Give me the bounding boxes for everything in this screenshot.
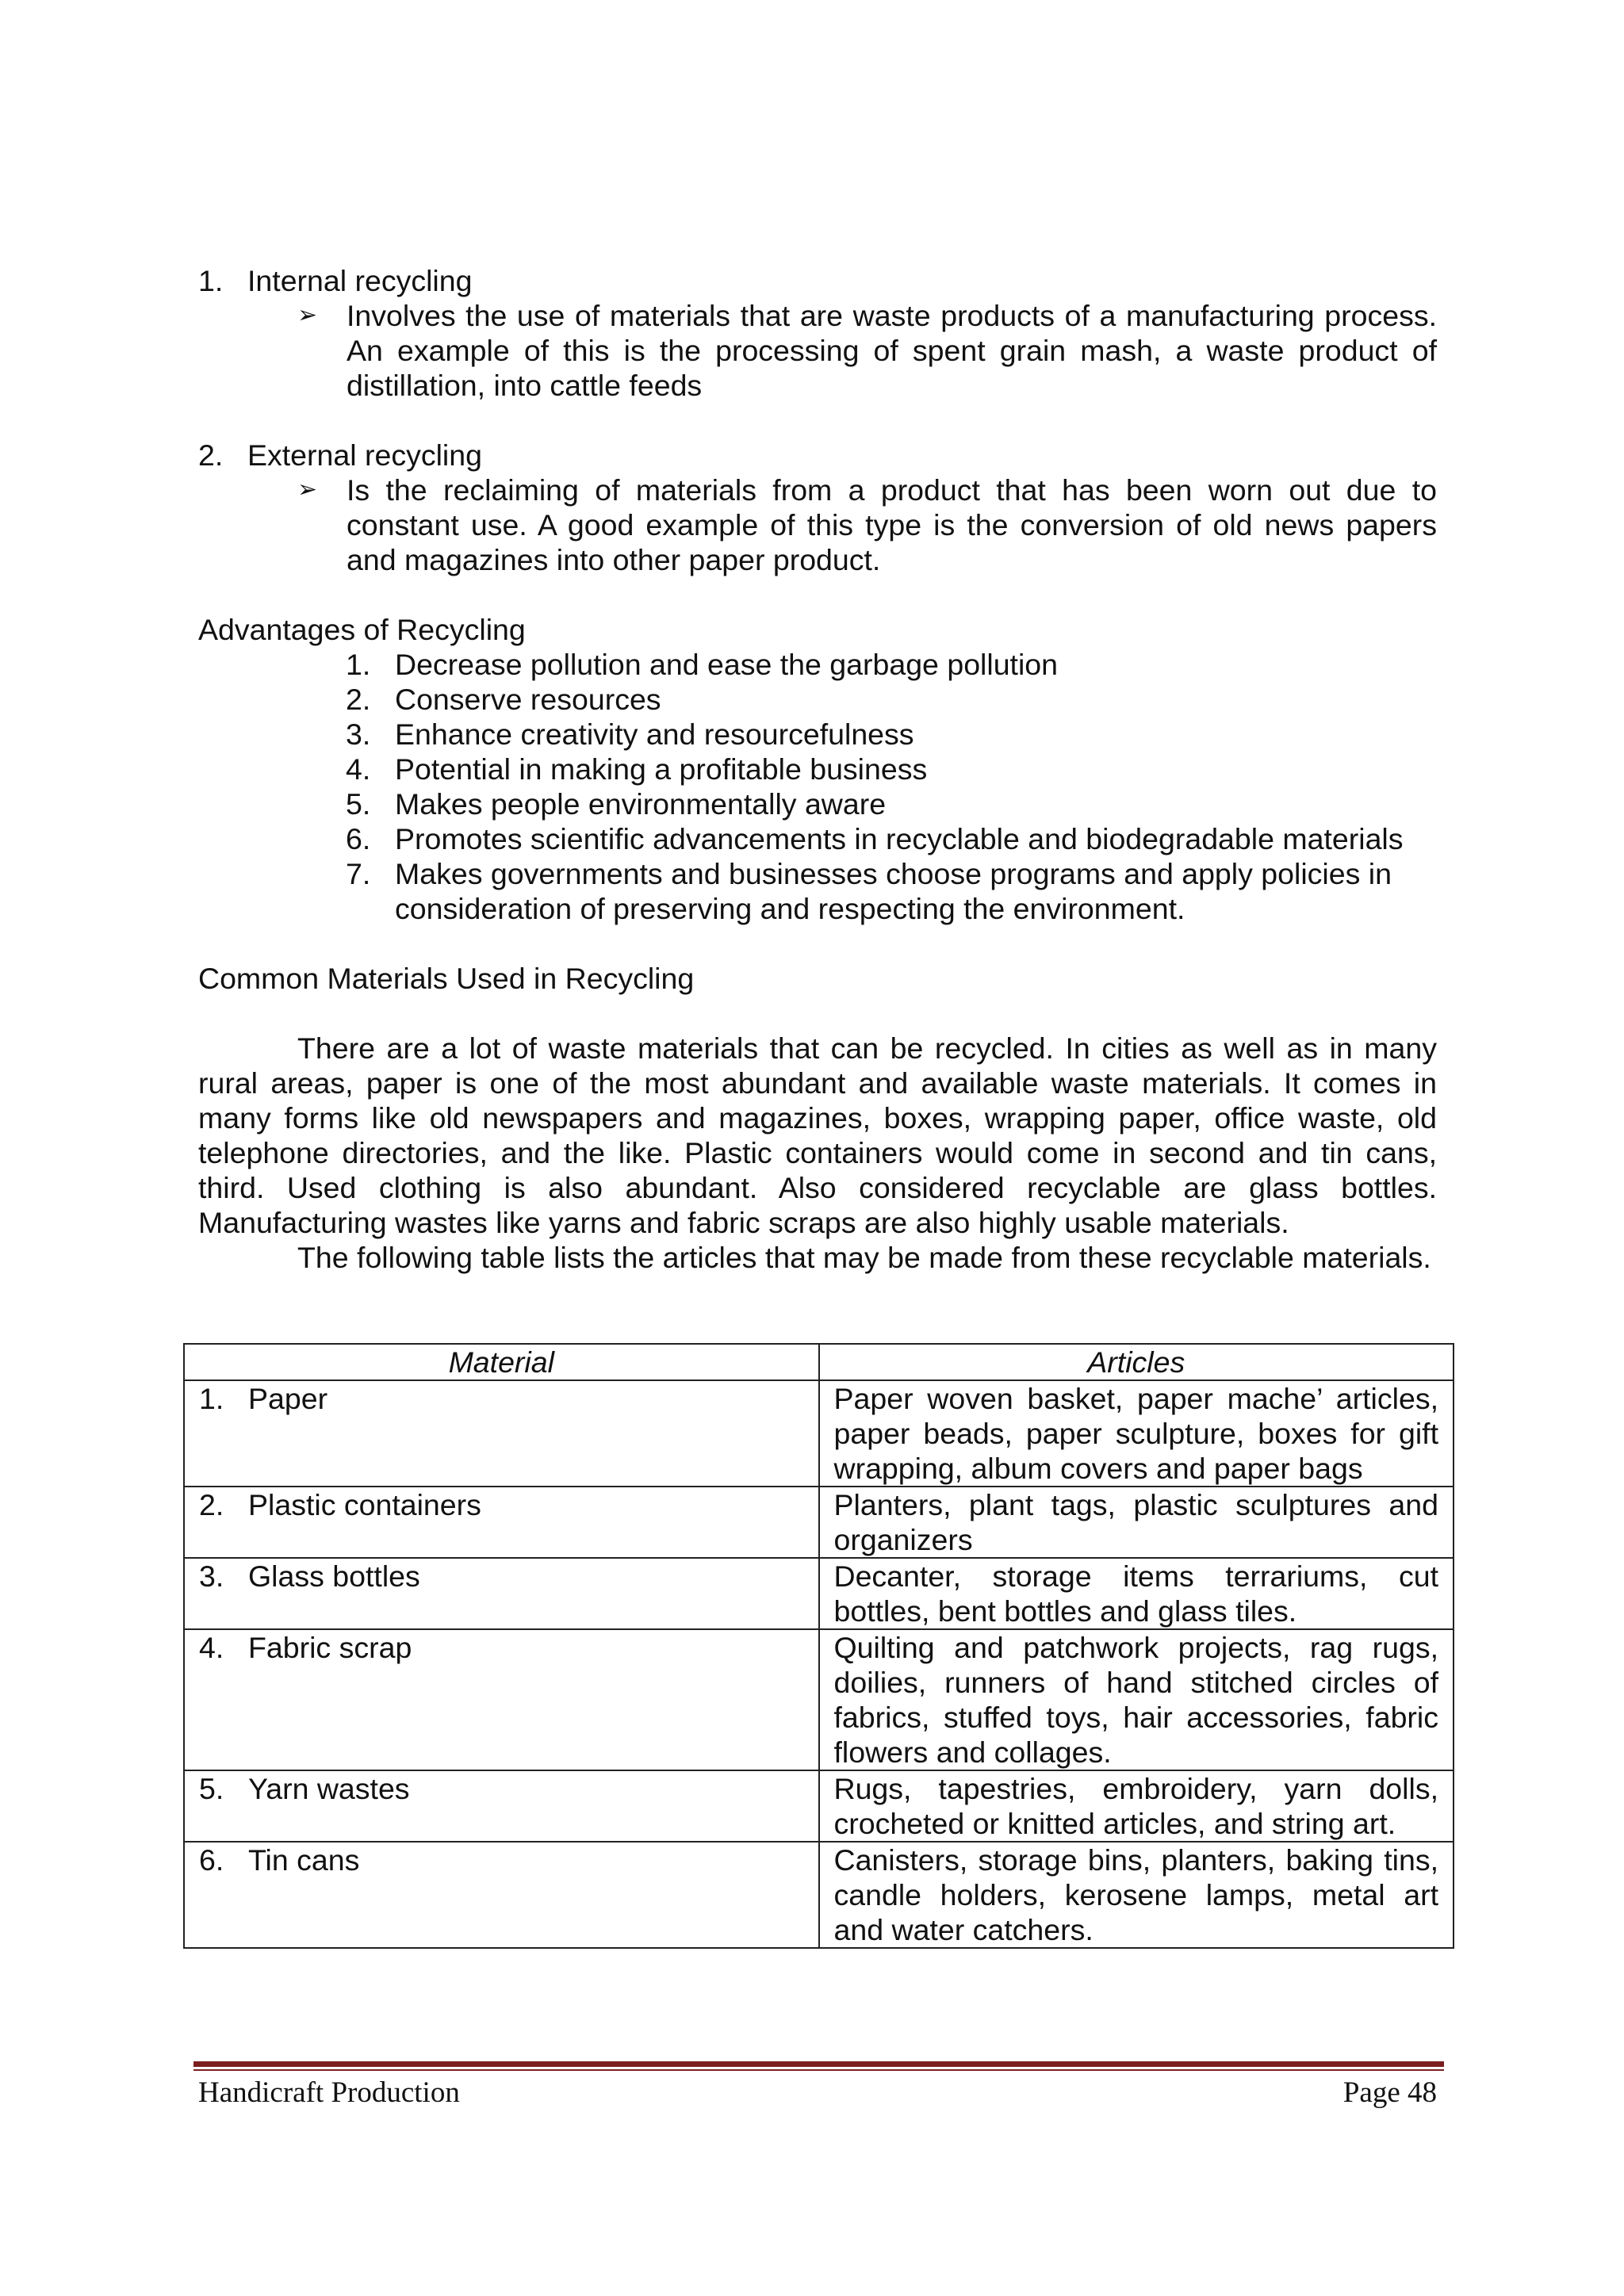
material-name: Tin cans [248, 1843, 360, 1877]
material-name: Paper [248, 1382, 328, 1415]
list-number: 1. [198, 264, 224, 297]
page-footer [198, 2076, 1437, 2110]
list-item: 6. Promotes scientific advancements in recyclable and biodegradable materials [346, 822, 1404, 855]
recycling-type-title: Internal recycling [247, 264, 473, 297]
articles-cell: Rugs, tapestries, embroidery, yarn dolls, crocheted or knitted articles, and string art. [819, 1770, 1454, 1842]
materials-paragraph: There are a lot of waste materials that can be recycled. In cities as well as in many rural areas, paper is one of the most abundant and available waste materials. It comes in many forms like old newspapers and magazines, boxes, wrapping paper, office waste, old telephone directories, and the like. Plastic containers would come in second and tin cans, third. Used clothing is also abundant. Also considered recyclable are glass bottles. Manufacturing wastes like yarns and fabric scraps are also highly usable materials. [198, 1031, 1437, 1239]
recycling-type-description: Is the reclaiming of materials from a product that has been worn out due to constant use. A good example of this type is the conversion of old news papers and magazines into other paper product. [347, 473, 1437, 576]
recycling-type-internal [198, 263, 1437, 403]
table-row: 6. Tin cans Canisters, storage bins, planters, baking tins, candle holders, kerosene lamps, metal art and water catchers. [184, 1842, 1454, 1948]
footer-rule-thin [193, 2069, 1444, 2071]
articles-cell: Paper woven basket, paper mache’ articles, paper beads, paper sculpture, boxes for gift wrapping, album covers and paper bags [819, 1380, 1454, 1487]
table-header-row [184, 1344, 1454, 1380]
arrowhead-bullet-icon: ➢ [297, 302, 318, 328]
recycling-type-description: Involves the use of materials that are waste products of a manufacturing process. An example of this is the processing of spent grain mash, a waste product of distillation, into cattle feeds [347, 299, 1437, 402]
articles-cell: Decanter, storage items terrariums, cut bottles, bent bottles and glass tiles. [819, 1558, 1454, 1629]
list-number: 2. [198, 438, 224, 472]
recycling-type-external [198, 438, 1437, 577]
material-name: Plastic containers [248, 1488, 481, 1521]
list-item: 3. Enhance creativity and resourcefulness [346, 718, 914, 751]
advantages-list [346, 647, 1437, 926]
table-row: 5. Yarn wastes Rugs, tapestries, embroidery, yarn dolls, crocheted or knitted articles, and string art. [184, 1770, 1454, 1842]
articles-cell: Quilting and patchwork projects, rag rugs, doilies, runners of hand stitched circles of fabrics, stuffed toys, hair accessories, fabric flowers and collages. [819, 1629, 1454, 1770]
list-item: 2. Conserve resources [346, 683, 661, 716]
list-item: 5. Makes people environmentally aware [346, 787, 887, 821]
table-row: 3. Glass bottles Decanter, storage items terrariums, cut bottles, bent bottles and glass tiles. [184, 1558, 1454, 1629]
materials-heading: Common Materials Used in Recycling [198, 962, 695, 995]
footer-rule [193, 2061, 1444, 2071]
column-header-material: Material [184, 1344, 819, 1380]
material-name: Yarn wastes [248, 1772, 410, 1805]
recycling-type-title: External recycling [247, 438, 482, 472]
advantages-heading: Advantages of Recycling [198, 613, 526, 646]
material-name: Glass bottles [248, 1559, 420, 1593]
table-row: 1. Paper Paper woven basket, paper mache’ articles, paper beads, paper sculpture, boxes for gift wrapping, album covers and paper bags [184, 1380, 1454, 1487]
document-body [198, 263, 1437, 1275]
list-item: 7. Makes governments and businesses choose programs and apply policies in consideration of preserving and respecting the environment. [346, 857, 1392, 925]
table-intro-paragraph: The following table lists the articles that may be made from these recyclable materials. [297, 1241, 1431, 1274]
list-item: 1. Decrease pollution and ease the garbage pollution [346, 648, 1059, 681]
column-header-articles: Articles [819, 1344, 1454, 1380]
arrowhead-bullet-icon: ➢ [297, 476, 318, 503]
material-name: Fabric scrap [248, 1631, 412, 1664]
footer-title: Handicraft Production [198, 2076, 460, 2109]
articles-cell: Planters, plant tags, plastic sculptures and organizers [819, 1487, 1454, 1558]
list-item: 4. Potential in making a profitable business [346, 752, 928, 786]
table-row: 4. Fabric scrap Quilting and patchwork projects, rag rugs, doilies, runners of hand stitched circles of fabrics, stuffed toys, hair accessories, fabric flowers and collages. [184, 1629, 1454, 1770]
materials-table [183, 1343, 1454, 1949]
articles-cell: Canisters, storage bins, planters, baking tins, candle holders, kerosene lamps, metal art and water catchers. [819, 1842, 1454, 1948]
page-number: Page 48 [1342, 2076, 1437, 2109]
footer-rule-thick [193, 2061, 1444, 2067]
table-row: 2. Plastic containers Planters, plant tags, plastic sculptures and organizers [184, 1487, 1454, 1558]
